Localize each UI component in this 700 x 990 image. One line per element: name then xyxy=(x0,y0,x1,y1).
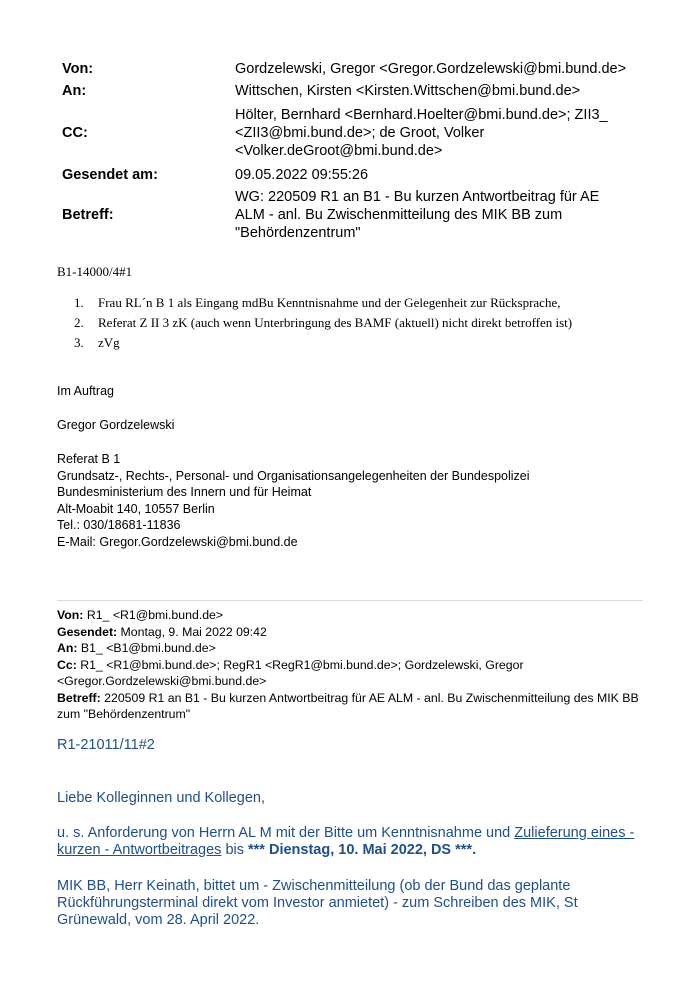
list-item-number: 1. xyxy=(74,295,84,310)
forwarded-subject xyxy=(57,690,657,707)
message-reference: R1-21011/11#2 xyxy=(57,737,155,753)
header-subject-line: WG: 220509 R1 an B1 - Bu kurzen Antwortbeitrag für AE xyxy=(235,189,600,205)
forwarded-cc xyxy=(57,657,657,674)
list-item xyxy=(57,293,572,313)
paragraph-text: u. s. Anforderung von Herrn AL M mit der Bitte um Kenntnisnahme und xyxy=(57,825,515,841)
header-cc-label: CC: xyxy=(62,125,88,141)
instruction-list xyxy=(57,293,572,353)
message-greeting: Liebe Kolleginnen und Kollegen, xyxy=(57,790,266,806)
forwarded-from-label: Von: xyxy=(57,608,84,622)
forwarded-from xyxy=(57,607,657,624)
forwarded-to-label: An: xyxy=(57,641,78,655)
forwarded-cc-label: Cc: xyxy=(57,657,77,672)
email-header xyxy=(62,58,662,244)
message-paragraph-request xyxy=(57,825,657,859)
header-sent-row xyxy=(62,164,662,186)
header-to-row xyxy=(62,80,662,102)
forward-divider xyxy=(57,600,643,601)
deadline: *** Dienstag, 10. Mai 2022, DS ***. xyxy=(248,842,477,858)
header-to-value: Wittschen, Kirsten <Kirsten.Wittschen@bmi.bund.de> xyxy=(235,83,581,99)
header-sent-value: 09.05.2022 09:55:26 xyxy=(235,167,369,183)
contribution-link[interactable]: Zulieferung eines - xyxy=(514,825,635,841)
list-item-text: zVg xyxy=(98,335,120,350)
header-from-label: Von: xyxy=(62,61,94,77)
header-cc-value xyxy=(235,106,662,160)
list-item-text: Frau RL´n B 1 als Eingang mdBu Kenntnisnahme und der Gelegenheit zur Rücksprache, xyxy=(98,295,561,310)
header-cc-line: Hölter, Bernhard <Bernhard.Hoelter@bmi.bund.de>; ZII3_ xyxy=(235,107,608,123)
sign-in-order: Im Auftrag xyxy=(57,384,114,398)
file-reference: B1-14000/4#1 xyxy=(57,264,133,279)
header-cc-row xyxy=(62,102,662,162)
list-item xyxy=(57,313,572,333)
paragraph-text: bis xyxy=(221,842,249,858)
forwarded-subject-label: Betreff: xyxy=(57,690,101,705)
header-from-row xyxy=(62,58,662,80)
contribution-link-cont[interactable]: kurzen - Antwortbeitrages xyxy=(57,842,222,858)
list-item xyxy=(57,333,572,353)
paragraph-line: Grünewald, vom 28. April 2022. xyxy=(57,912,260,928)
message-paragraph-mik xyxy=(57,878,657,929)
signature-line: Alt-Moabit 140, 10557 Berlin xyxy=(57,501,215,516)
paragraph-line: MIK BB, Herr Keinath, bittet um - Zwischenmitteilung (ob der Bund das geplante xyxy=(57,878,571,894)
list-item-number: 3. xyxy=(74,335,84,350)
header-cc-line: <Volker.deGroot@bmi.bund.de> xyxy=(235,143,443,159)
forwarded-to xyxy=(57,640,657,657)
signature-line: Referat B 1 xyxy=(57,452,121,466)
forwarded-sent-value: Montag, 9. Mai 2022 09:42 xyxy=(117,624,267,639)
header-from-value: Gordzelewski, Gregor <Gregor.Gordzelewski@bmi.bund.de> xyxy=(235,61,627,77)
forwarded-cc-value: R1_ <R1@bmi.bund.de>; RegR1 <RegR1@bmi.bund.de>; Gordzelewski, Gregor xyxy=(76,657,524,672)
forwarded-cc-cont: <Gregor.Gordzelewski@bmi.bund.de> xyxy=(57,674,267,688)
forwarded-subject-value: 220509 R1 an B1 - Bu kurzen Antwortbeitrag für AE ALM - anl. Bu Zwischenmitteilung des MIK BB xyxy=(100,690,639,705)
header-subject-line: ALM - anl. Bu Zwischenmitteilung des MIK BB zum xyxy=(235,207,563,223)
signature-block xyxy=(57,451,530,551)
signer-name: Gregor Gordzelewski xyxy=(57,418,175,432)
paragraph-line: Rückführungsterminal direkt vom Investor anmietet) - zum Schreiben des MIK, St xyxy=(57,895,578,911)
forwarded-subject-cont: zum "Behördenzentrum" xyxy=(57,707,191,721)
forwarded-header xyxy=(57,607,657,723)
header-subject-line: "Behördenzentrum" xyxy=(235,225,361,241)
signature-line: Tel.: 030/18681-11836 xyxy=(57,518,181,533)
header-subject-value xyxy=(235,188,662,242)
header-sent-label: Gesendet am: xyxy=(62,167,158,183)
header-subject-row xyxy=(62,186,662,244)
forwarded-to-value: B1_ <B1@bmi.bund.de> xyxy=(77,641,216,655)
list-item-text: Referat Z II 3 zK (auch wenn Unterbringung des BAMF (aktuell) nicht direkt betroffen ist) xyxy=(98,315,573,330)
list-item-number: 2. xyxy=(74,315,84,330)
header-cc-line: <ZII3@bmi.bund.de>; de Groot, Volker xyxy=(235,125,485,141)
signature-line: Grundsatz-, Rechts-, Personal- und Organisationsangelegenheiten der Bundespolizei xyxy=(57,468,530,483)
forwarded-from-value: R1_ <R1@bmi.bund.de> xyxy=(83,608,224,622)
header-to-label: An: xyxy=(62,83,87,99)
signature-email: E-Mail: Gregor.Gordzelewski@bmi.bund.de xyxy=(57,534,298,549)
signature-line: Bundesministerium des Innern und für Heimat xyxy=(57,485,312,500)
header-subject-label: Betreff: xyxy=(62,207,114,223)
forwarded-sent xyxy=(57,624,657,641)
forwarded-sent-label: Gesendet: xyxy=(57,624,118,639)
